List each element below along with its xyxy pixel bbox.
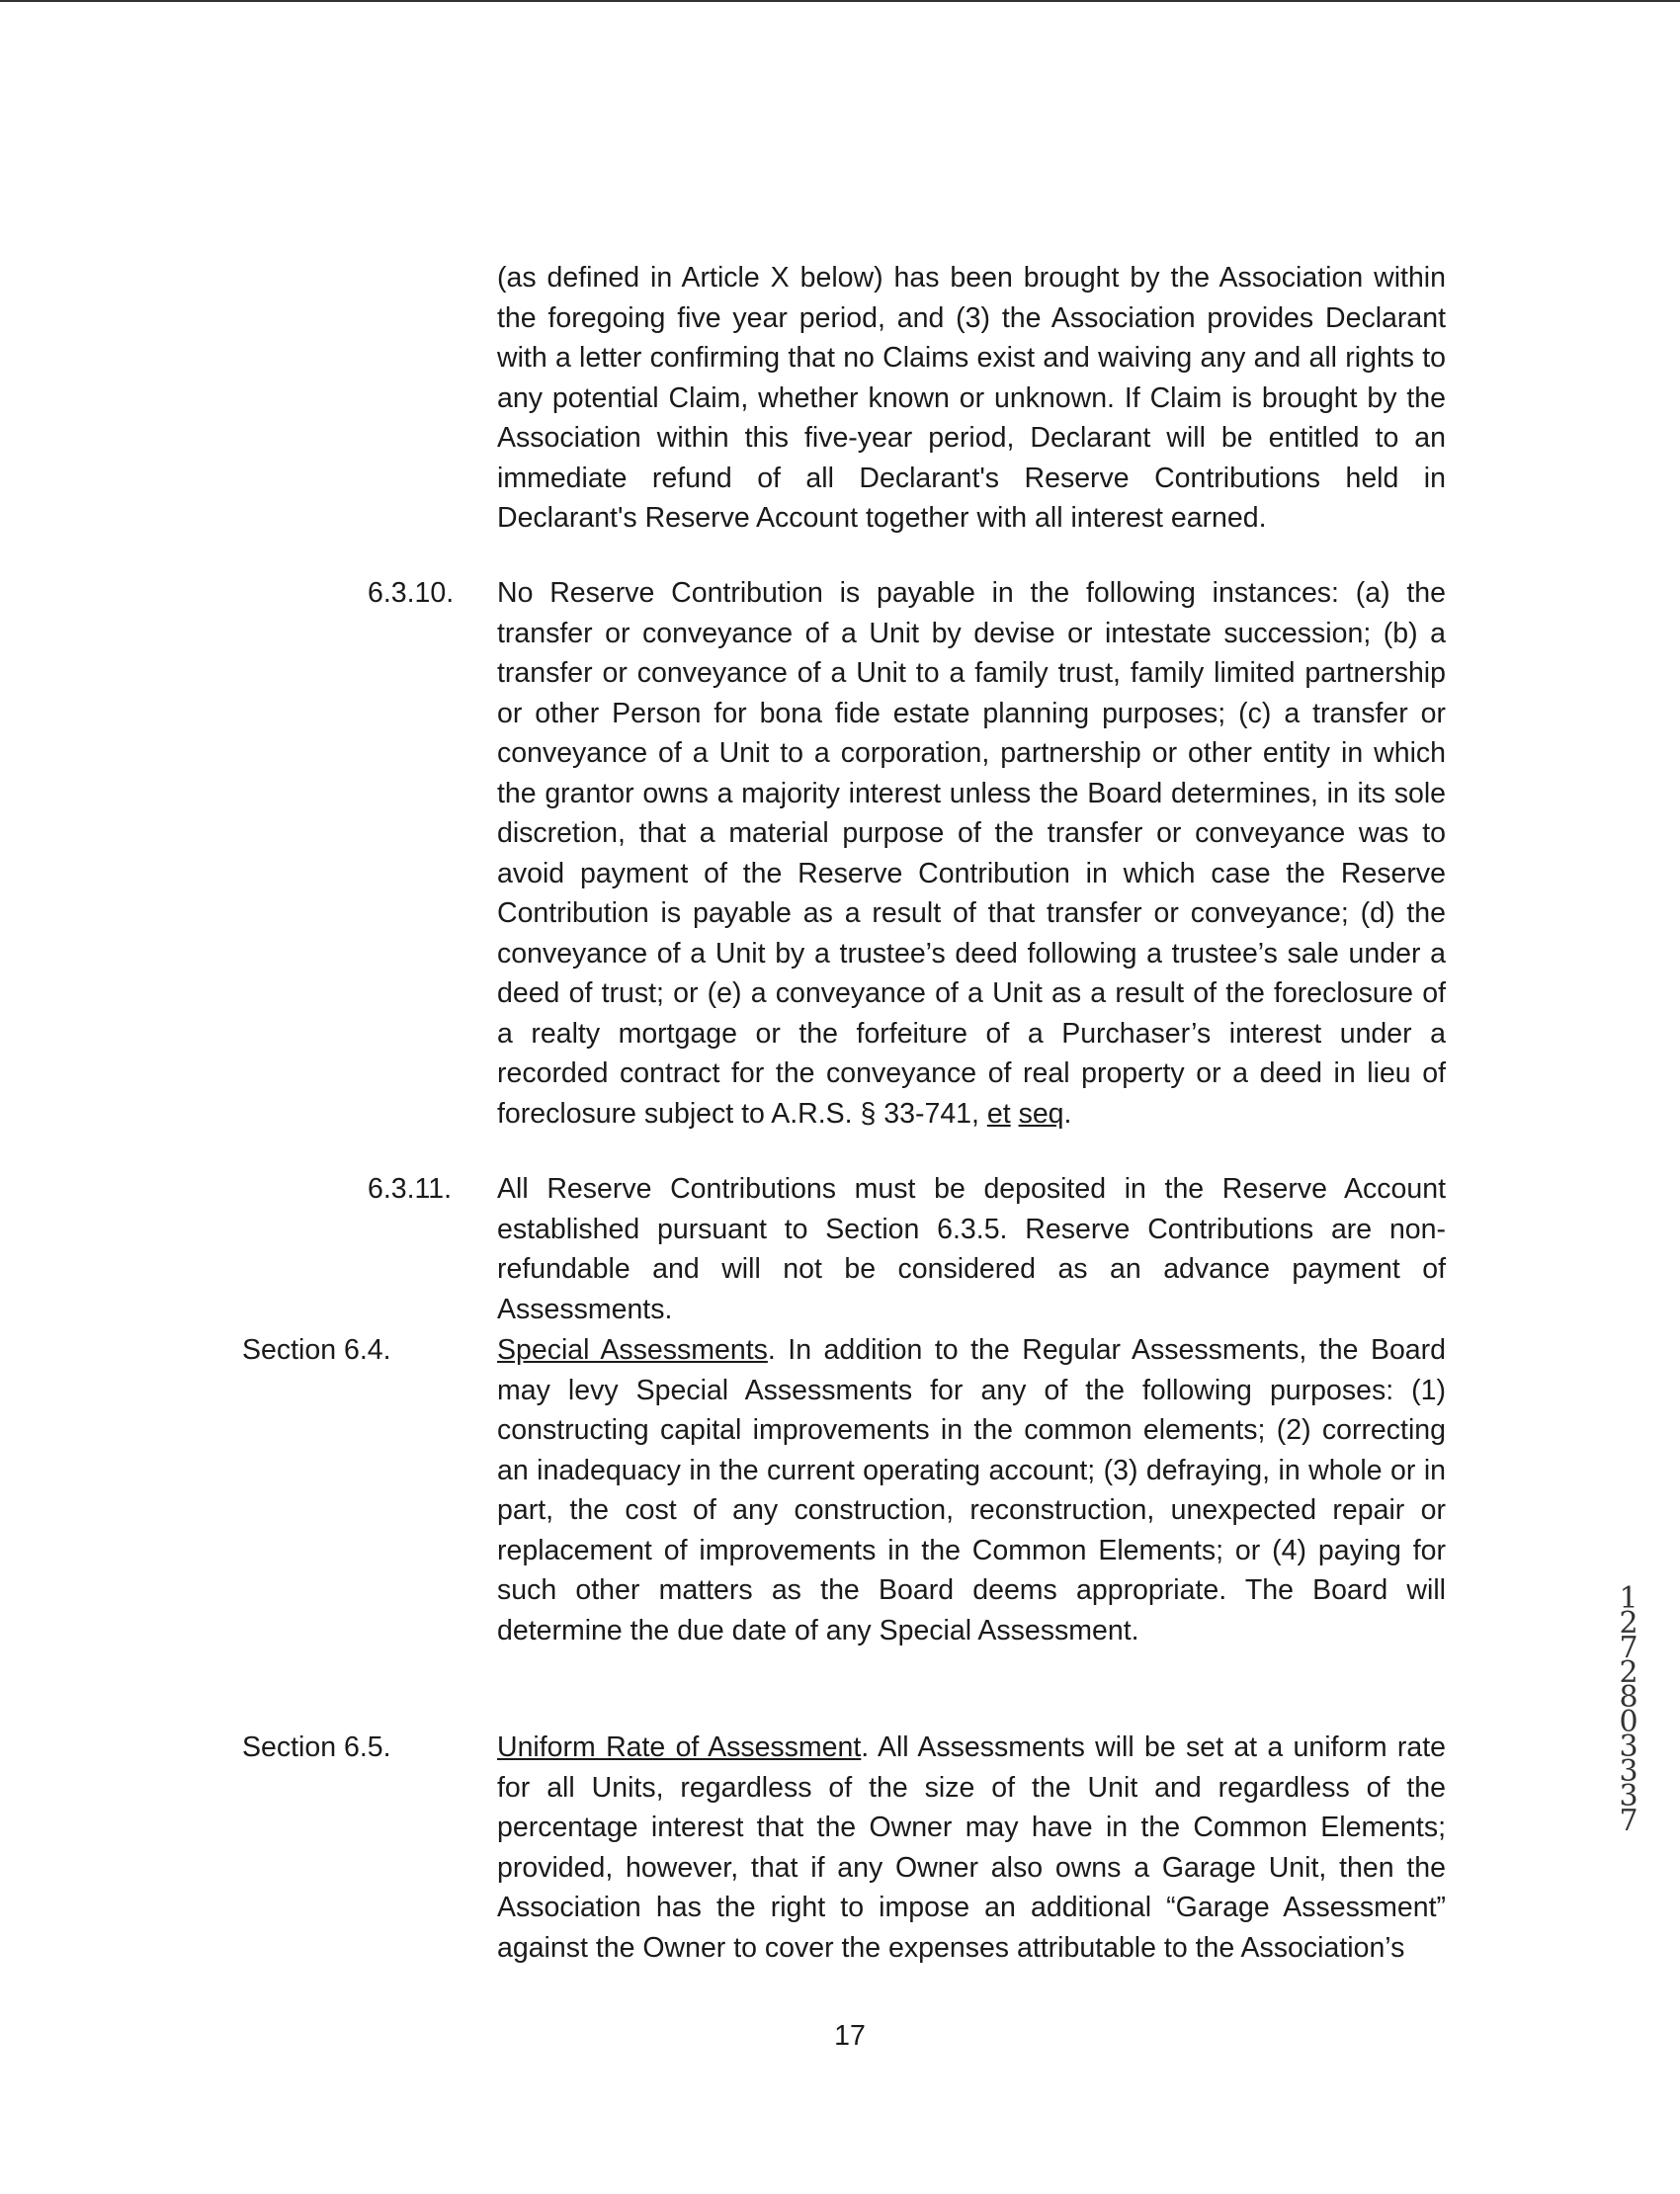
stamp-char: 3	[1619, 1754, 1638, 1789]
et-underlined: et	[986, 1097, 1011, 1130]
section-heading-uniform-rate: Uniform Rate of Assessment	[497, 1731, 862, 1763]
section-number-6-4: Section 6.4.	[242, 1334, 391, 1366]
period: .	[1063, 1097, 1072, 1130]
section-text-6-5	[497, 1728, 1446, 1968]
section-number-6-3-10: 6.3.10.	[368, 577, 455, 609]
continuation-paragraph: (as defined in Article X below) has been brought by the Association within the foregoing five year period, and (3) the Association provides Declarant with a letter confirming that no Claims exist and waiving any and all rights to any potential Claim, whether known or unknown. If Claim is brought by the Association within this five-year period, Declarant will be entitled to an immediate refund of all Declarant's Reserve Contributions held in Declarant's Reserve Account together with all interest earned.	[497, 262, 1446, 534]
stamp-char: 3	[1619, 1779, 1638, 1814]
stamp-char: 7	[1619, 1804, 1638, 1838]
top-border-line	[0, 0, 1680, 2]
section-6-4-body: . In addition to the Regular Assessments, the Board may levy Special Assessments for any of the following purposes: (1) constructing capital improvements in the common elements; (2) correcting an inadequacy in the current operating account; (3) defraying, in whole or in part, the cost of any construction, reconstruction, unexpected repair or replacement of improvements in the Common Elements; or (4) paying for such other matters as the Board deems appropriate. The Board will determine the due date of any Special Assessment.	[497, 1334, 1447, 1646]
stamp-char: 0	[1619, 1705, 1638, 1739]
stamp-char: 2	[1619, 1655, 1638, 1690]
section-text-6-3-11: All Reserve Contributions must be deposited in the Reserve Account established pursuant to Section 6.3.5. Reserve Contributions are non-refundable and will not be considered as an advance payment of Assessments.	[497, 1173, 1446, 1325]
section-text-6-3-10	[497, 573, 1446, 1134]
stamp-char: 1	[1619, 1581, 1638, 1616]
section-number-6-5: Section 6.5.	[242, 1731, 391, 1763]
seq-underlined: seq	[1018, 1097, 1064, 1130]
space	[1011, 1098, 1019, 1130]
stamp-char: 2	[1619, 1606, 1638, 1641]
section-number-6-3-11: 6.3.11.	[368, 1173, 453, 1205]
stamp-char: 8	[1619, 1680, 1638, 1715]
side-recording-stamp	[1609, 1581, 1648, 1838]
stamp-char: 7	[1619, 1631, 1638, 1665]
section-6-3-10-body: No Reserve Contribution is payable in the following instances: (a) the transfer or conveyance of a Unit by devise or intestate succession; (b) a transfer or conveyance of a Unit to a family trust, family limited partnership or other Person for bona fide estate planning purposes; (c) a transfer or conveyance of a Unit to a corporation, partnership or other entity in which the grantor owns a majority interest unless the Board determines, in its sole discretion, that a material purpose of the transfer or conveyance was to avoid payment of the Reserve Contribution in which case the Reserve Contribution is payable as a result of that transfer or conveyance; (d) the conveyance of a Unit by a trustee’s deed following a trustee’s sale under a deed of trust; or (e) a conveyance of a Unit as a result of the foreclosure of a realty mortgage or the forfeiture of a Purchaser’s interest under a recorded contract for the conveyance of real property or a deed in lieu of foreclosure subject to A.R.S. § 33-741,	[497, 577, 1446, 1130]
stamp-char: 3	[1619, 1730, 1638, 1764]
section-6-5-body: . All Assessments will be set at a uniform rate for all Units, regardless of the size of the Unit and regardless of the percentage interest that the Owner may have in the Common Elements; provided, however, that if any Owner also owns a Garage Unit, then the Association has the right to impose an additional “Garage Assessment” against the Owner to cover the expenses attributable to the Association’s	[497, 1731, 1446, 1964]
section-text-6-4	[497, 1330, 1446, 1650]
section-heading-special-assessments: Special Assessments	[497, 1334, 768, 1366]
page-number: 17	[834, 2020, 866, 2052]
